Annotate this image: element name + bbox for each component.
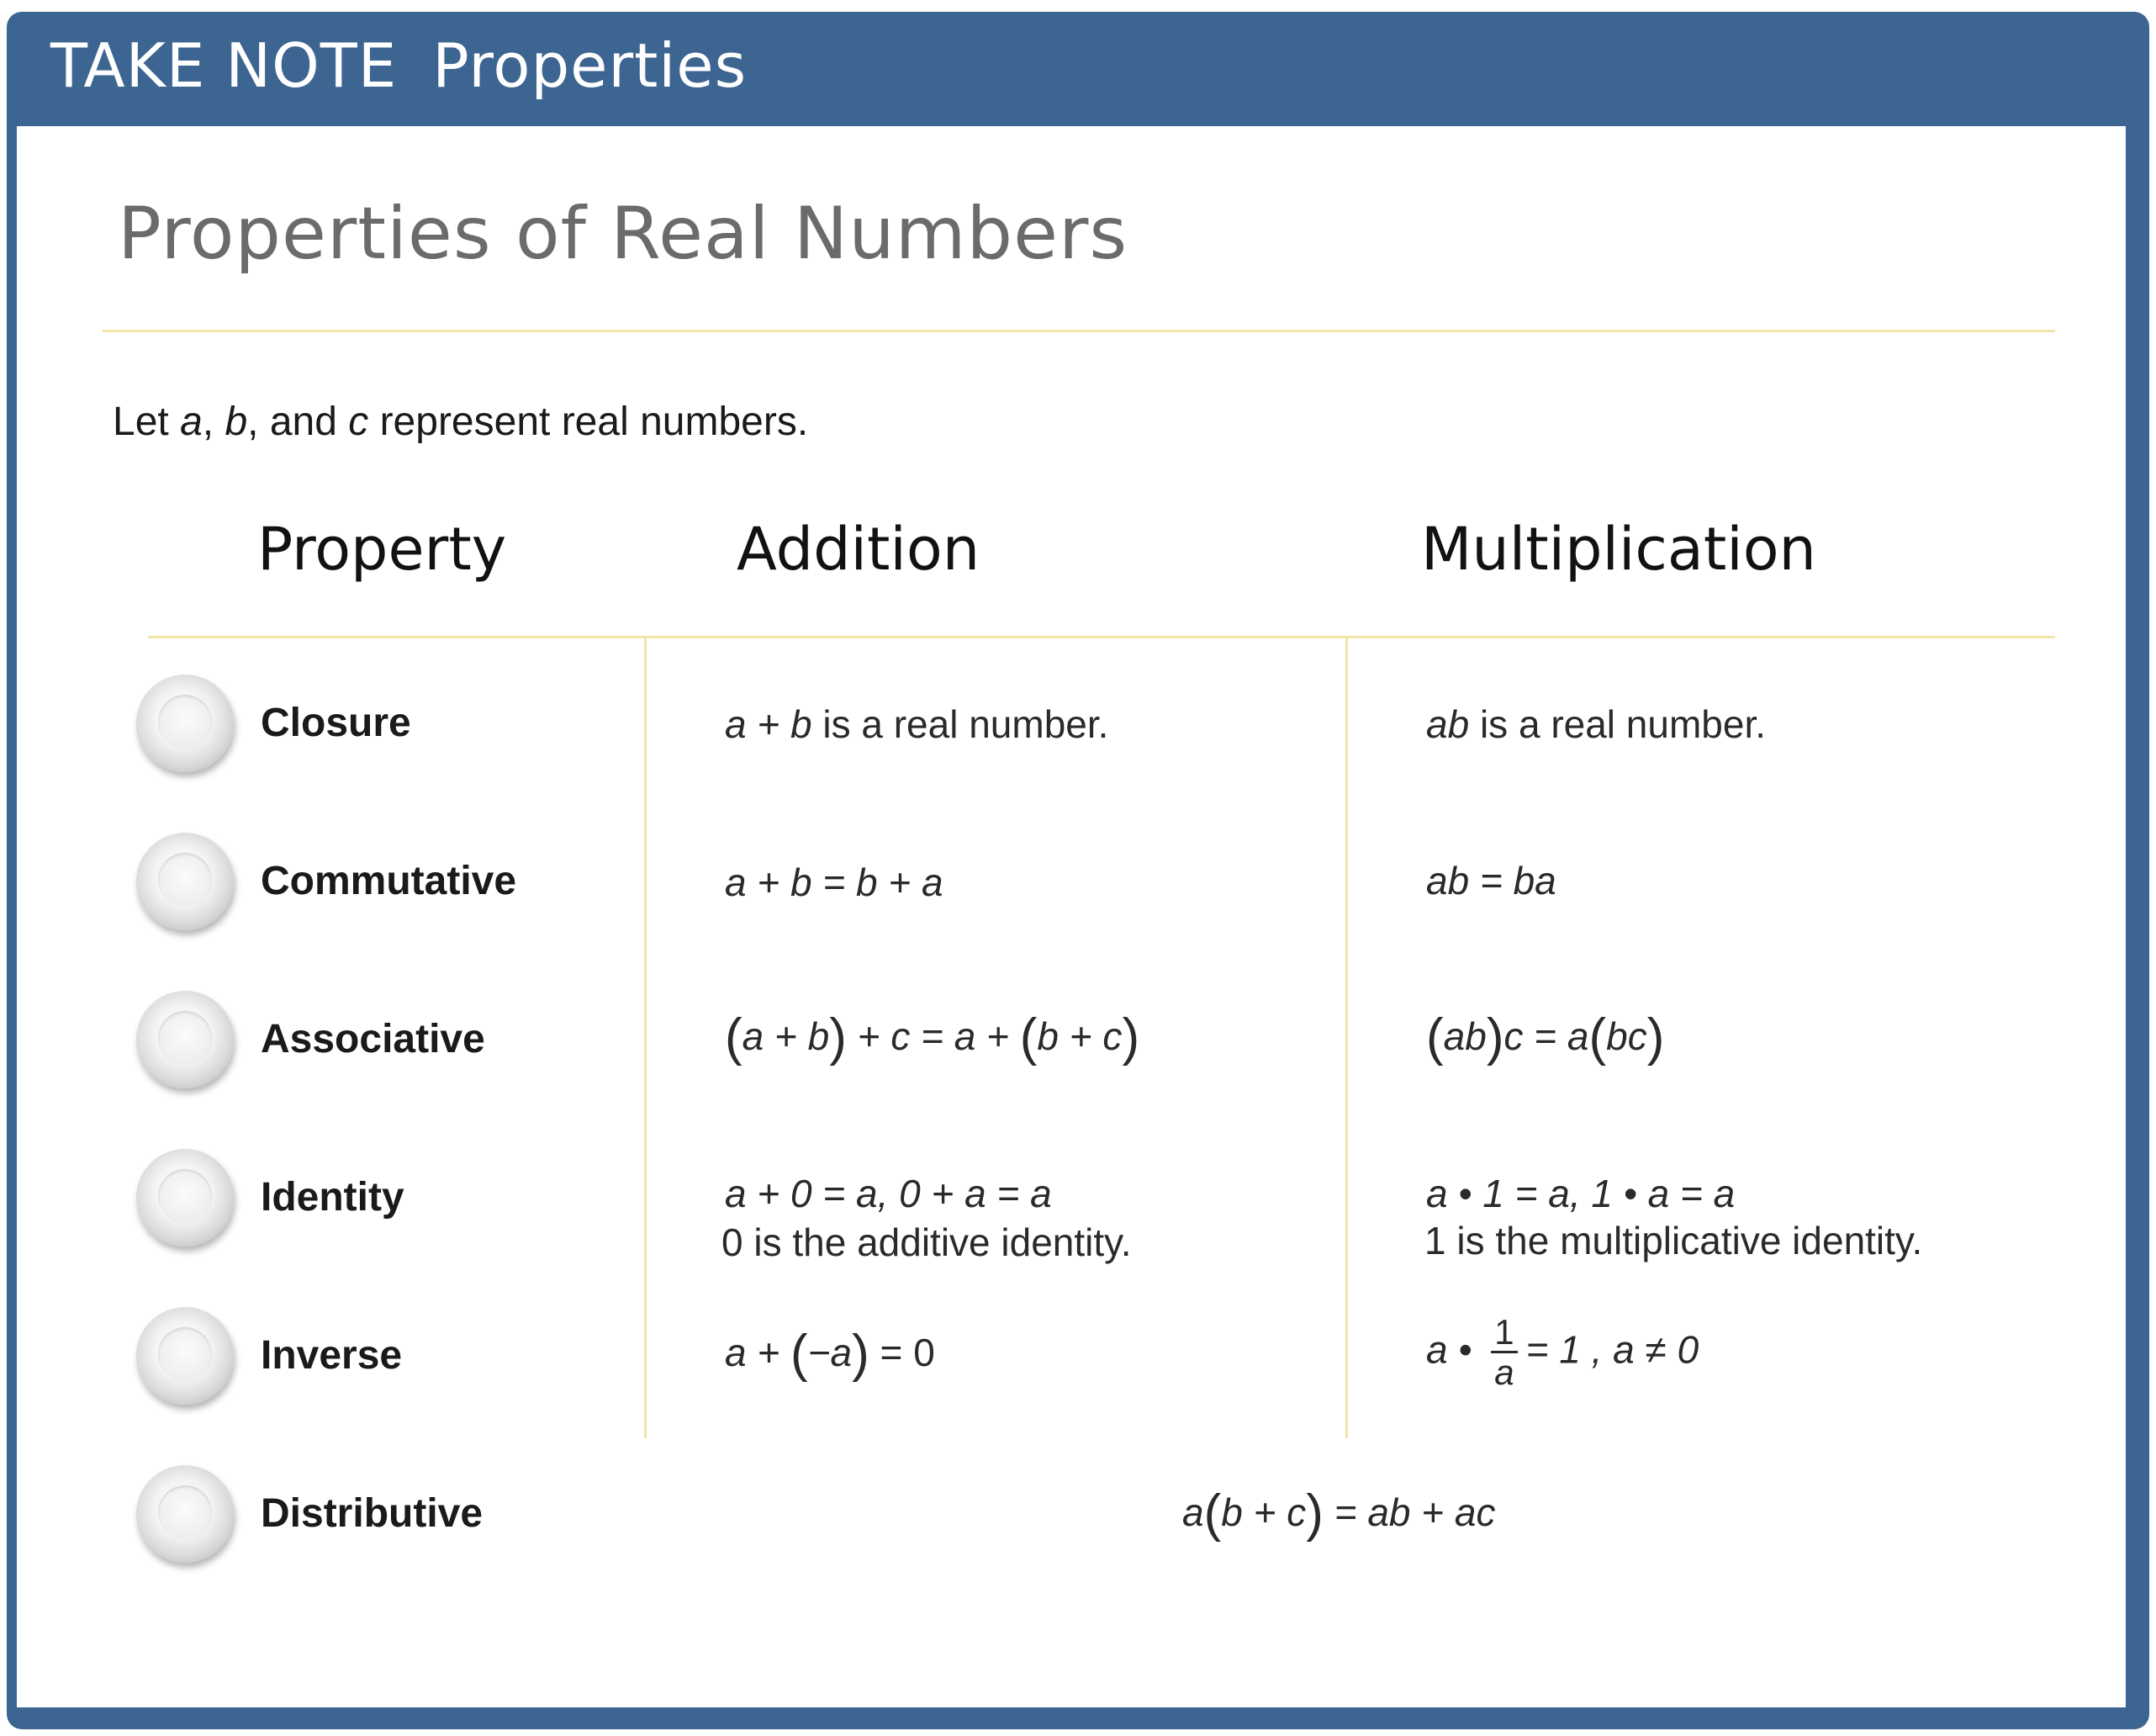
distributive-term-3: = ab + ac	[1323, 1490, 1496, 1534]
intro-sep2: , and	[247, 400, 349, 444]
commutative-bullet-button[interactable]	[136, 833, 234, 930]
intro-prefix: Let	[113, 400, 181, 444]
inverse-add-term-3: = 0	[869, 1331, 935, 1374]
assoc-mul-paren-3: (	[1588, 1008, 1607, 1066]
intro-suffix: represent real numbers.	[368, 400, 809, 444]
inverse-mul-term-1: a •	[1426, 1327, 1483, 1372]
closure-bullet-button[interactable]	[136, 675, 234, 772]
inverse-bullet-button[interactable]	[136, 1307, 234, 1405]
intro-var-a: a	[180, 400, 203, 444]
associative-multiplication	[1426, 1008, 1664, 1067]
assoc-add-paren-3: (	[1019, 1008, 1038, 1066]
assoc-add-paren-4: )	[1122, 1008, 1140, 1066]
identity-multiplication: a • 1 = a, 1 • a = a	[1426, 1172, 1736, 1215]
inverse-add-term-2: −a	[807, 1331, 853, 1374]
assoc-mul-term-1: ab	[1443, 1014, 1487, 1058]
content-panel	[17, 126, 2126, 1707]
inverse-fraction-numerator: 1	[1491, 1314, 1517, 1353]
assoc-add-term-3: b + c	[1037, 1014, 1123, 1058]
assoc-add-paren-2: )	[829, 1008, 847, 1066]
closure-multiplication	[1426, 701, 1766, 747]
header-title	[50, 30, 747, 101]
distributive-term-1: a	[1182, 1490, 1204, 1534]
closure-multiplication-text: is a real number.	[1469, 702, 1767, 746]
identity-addition-note: 0 is the additive identity.	[721, 1220, 1132, 1264]
distributive-paren-1: (	[1203, 1485, 1222, 1543]
title-divider	[103, 330, 2055, 332]
assoc-mul-term-2: c = a	[1503, 1014, 1589, 1058]
closure-multiplication-expr: ab	[1426, 702, 1470, 746]
assoc-add-paren-1: (	[725, 1008, 742, 1066]
commutative-addition: a + b = b + a	[725, 860, 943, 904]
assoc-mul-paren-1: (	[1426, 1008, 1444, 1066]
associative-label: Associative	[261, 1017, 485, 1061]
intro-var-b: b	[225, 400, 248, 444]
column-header-property: Property	[257, 515, 507, 584]
identity-multiplication-note: 1 is the multiplicative identity.	[1424, 1219, 1923, 1262]
page-title: Properties of Real Numbers	[118, 192, 1128, 276]
header-subtitle: Properties	[432, 30, 748, 101]
identity-addition: a + 0 = a, 0 + a = a	[725, 1172, 1052, 1215]
intro-sep1: ,	[202, 400, 225, 444]
column-header-multiplication: Multiplication	[1421, 515, 1816, 584]
inverse-mul-term-2: = 1 , a ≠ 0	[1525, 1327, 1699, 1372]
distributive-bullet-button[interactable]	[136, 1465, 234, 1563]
inverse-add-paren-2: )	[852, 1325, 869, 1383]
assoc-mul-paren-4: )	[1646, 1008, 1665, 1066]
closure-addition-expr: a + b	[725, 702, 812, 746]
associative-addition	[725, 1008, 1139, 1067]
closure-label: Closure	[261, 701, 411, 745]
header-tag: TAKE NOTE	[50, 30, 398, 101]
commutative-multiplication: ab = ba	[1426, 859, 1556, 902]
inverse-multiplication	[1426, 1314, 1699, 1392]
identity-label: Identity	[261, 1175, 404, 1220]
distributive-formula	[1182, 1484, 1496, 1543]
assoc-mul-paren-2: )	[1486, 1008, 1504, 1066]
closure-addition-text: is a real number.	[811, 702, 1109, 746]
assoc-add-term-2: + c = a +	[846, 1014, 1020, 1058]
inverse-fraction-denominator: a	[1494, 1352, 1514, 1392]
associative-bullet-button[interactable]	[136, 991, 234, 1088]
inverse-add-term-1: a +	[725, 1331, 791, 1374]
closure-addition	[725, 701, 1108, 747]
distributive-term-2: b + c	[1221, 1490, 1307, 1534]
identity-bullet-button[interactable]	[136, 1149, 234, 1246]
header-divider	[148, 636, 2055, 638]
column-header-addition: Addition	[737, 515, 980, 584]
inverse-add-paren-1: (	[790, 1325, 808, 1383]
distributive-paren-2: )	[1306, 1485, 1324, 1543]
distributive-label: Distributive	[261, 1491, 484, 1536]
assoc-add-term-1: a + b	[742, 1014, 830, 1058]
commutative-label: Commutative	[261, 859, 517, 903]
inverse-label: Inverse	[261, 1333, 403, 1378]
assoc-mul-term-3: bc	[1606, 1014, 1647, 1058]
inverse-addition	[725, 1324, 935, 1384]
column-divider-2	[1345, 638, 1348, 1438]
inverse-fraction	[1491, 1314, 1517, 1392]
column-divider-1	[644, 638, 647, 1438]
intro-var-c: c	[348, 400, 369, 444]
intro-text	[113, 399, 808, 445]
